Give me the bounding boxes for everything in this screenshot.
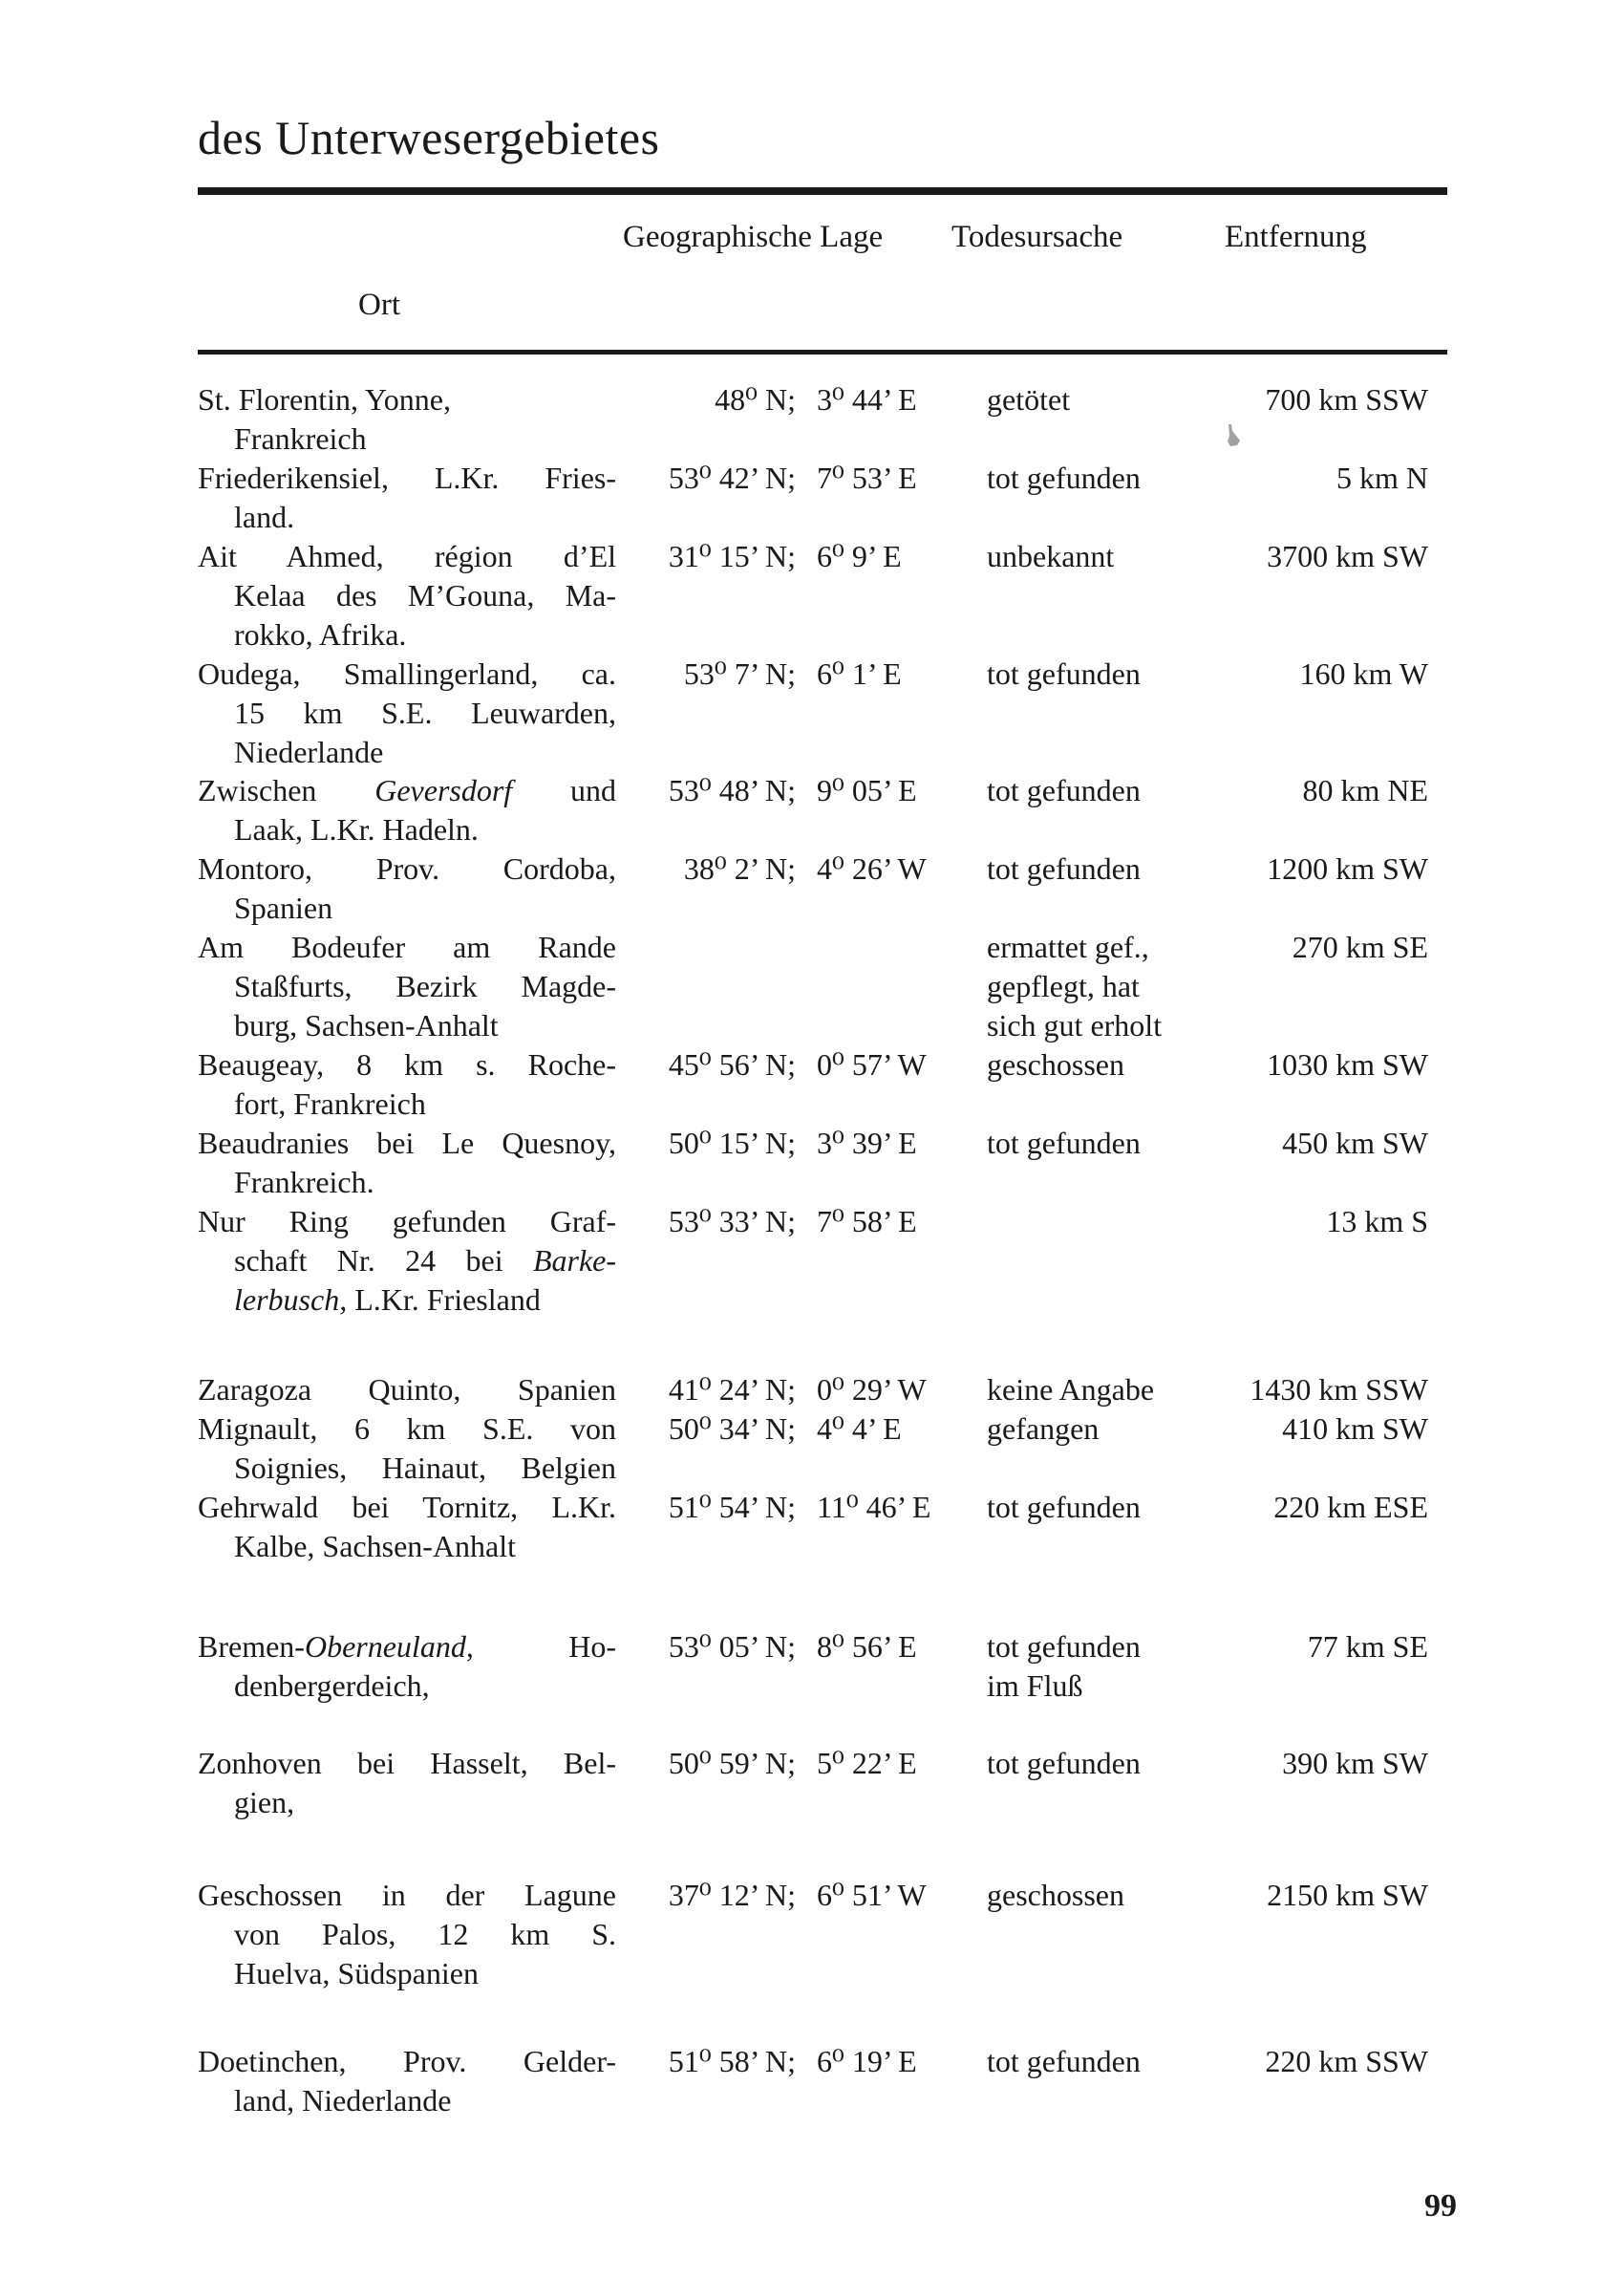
- place-line: denbergerdeich,: [234, 1668, 430, 1703]
- cause-line: geschossen: [987, 1047, 1124, 1082]
- cause-cell: [987, 1744, 1141, 1783]
- place-cell: [198, 2042, 616, 2120]
- place-line: rokko, Afrika.: [234, 617, 407, 652]
- place-line: Spanien: [234, 891, 333, 925]
- place-line: Beaudranies bei Le Quesnoy,: [198, 1126, 616, 1160]
- place-cell: [198, 537, 616, 655]
- latitude-cell: 53⁰ 7’ N;: [683, 656, 796, 691]
- print-speck: [1226, 422, 1243, 449]
- cause-cell: [987, 380, 1070, 419]
- place-cell: [198, 380, 616, 459]
- longitude-cell: 6⁰ 51’ W: [817, 1878, 927, 1912]
- distance-cell: 5 km N: [1336, 461, 1428, 495]
- longitude-cell: 7⁰ 58’ E: [817, 1204, 917, 1238]
- distance-cell: 1430 km SSW: [1250, 1372, 1428, 1407]
- distance-cell: 450 km SW: [1282, 1126, 1428, 1160]
- cause-line: tot gefunden: [987, 1629, 1141, 1664]
- longitude-cell: 4⁰ 4’ E: [817, 1411, 902, 1446]
- cause-line: tot gefunden: [987, 656, 1141, 691]
- place-cell: [198, 928, 616, 1045]
- distance-cell: 1200 km SW: [1267, 851, 1428, 886]
- place-line: burg, Sachsen-Anhalt: [234, 1008, 499, 1043]
- place-line: Laak, L.Kr. Hadeln.: [234, 812, 479, 847]
- cause-line: tot gefunden: [987, 1126, 1141, 1160]
- place-cell: [198, 1124, 616, 1202]
- cause-cell: [987, 1876, 1124, 1915]
- distance-cell: 77 km SE: [1307, 1629, 1428, 1664]
- longitude-cell: 7⁰ 53’ E: [817, 461, 917, 495]
- longitude-cell: 6⁰ 19’ E: [817, 2044, 917, 2078]
- latitude-cell: 38⁰ 2’ N;: [683, 851, 796, 886]
- distance-cell: 13 km S: [1326, 1204, 1428, 1238]
- place-cell: [198, 771, 616, 849]
- longitude-cell: 6⁰ 1’ E: [817, 656, 902, 691]
- cause-line: im Fluß: [987, 1668, 1083, 1703]
- place-line: Am Bodeufer am Rande: [198, 930, 616, 964]
- longitude-cell: 3⁰ 39’ E: [817, 1126, 917, 1160]
- place-line: von Palos, 12 km S.: [234, 1917, 616, 1951]
- longitude-cell: 9⁰ 05’ E: [817, 773, 917, 807]
- place-line: land.: [234, 500, 295, 534]
- cause-line: tot gefunden: [987, 851, 1141, 886]
- distance-cell: 220 km ESE: [1273, 1490, 1428, 1524]
- cause-line: tot gefunden: [987, 1490, 1141, 1524]
- place-line: Zonhoven bei Hasselt, Bel-: [198, 1746, 616, 1780]
- place-line: Niederlande: [234, 735, 384, 769]
- place-line: Staßfurts, Bezirk Magde-: [234, 969, 616, 1003]
- place-line: Kalbe, Sachsen-Anhalt: [234, 1529, 517, 1563]
- longitude-cell: 4⁰ 26’ W: [817, 851, 927, 886]
- longitude-cell: 8⁰ 56’ E: [817, 1629, 917, 1664]
- place-line: land, Niederlande: [234, 2083, 452, 2118]
- place-line: Gehrwald bei Tornitz, L.Kr.: [198, 1490, 616, 1524]
- latitude-cell: 51⁰ 54’ N;: [668, 1490, 796, 1524]
- cause-line: keine Angabe: [987, 1372, 1155, 1407]
- cause-cell: [987, 1124, 1141, 1163]
- place-cell: [198, 1202, 616, 1320]
- cause-line: tot gefunden: [987, 1746, 1141, 1780]
- cause-line: gepflegt, hat: [987, 969, 1140, 1003]
- cause-cell: [987, 1045, 1124, 1085]
- cause-cell: [987, 1370, 1154, 1409]
- place-line: Huelva, Südspanien: [234, 1956, 479, 1990]
- latitude-cell: 53⁰ 05’ N;: [668, 1629, 796, 1664]
- header-ort: Ort: [358, 288, 400, 322]
- place-line: Kelaa des M’Gouna, Ma-: [234, 578, 616, 613]
- distance-cell: 3700 km SW: [1267, 539, 1428, 573]
- distance-cell: 410 km SW: [1282, 1411, 1428, 1446]
- cause-cell: [987, 1409, 1099, 1449]
- cause-cell: [987, 849, 1141, 889]
- distance-cell: 390 km SW: [1282, 1746, 1428, 1780]
- place-cell: [198, 1045, 616, 1124]
- latitude-cell: 53⁰ 42’ N;: [668, 461, 796, 495]
- latitude-cell: 45⁰ 56’ N;: [668, 1047, 796, 1082]
- place-line: Frankreich.: [234, 1165, 374, 1199]
- place-cell: [198, 849, 616, 928]
- cause-cell: [987, 771, 1141, 810]
- cause-cell: [987, 2042, 1141, 2081]
- longitude-cell: 11⁰ 46’ E: [817, 1490, 931, 1524]
- latitude-cell: 50⁰ 34’ N;: [668, 1411, 796, 1446]
- table-header-rule: [198, 350, 1447, 355]
- cause-line: unbekannt: [987, 539, 1115, 573]
- cause-cell: [987, 537, 1114, 576]
- place-cell: [198, 1409, 616, 1488]
- header-rule: [198, 187, 1447, 195]
- latitude-cell: 53⁰ 48’ N;: [668, 773, 796, 807]
- place-line: Beaugeay, 8 km s. Roche-: [198, 1047, 616, 1082]
- cause-line: geschossen: [987, 1878, 1124, 1912]
- distance-cell: 220 km SSW: [1265, 2044, 1428, 2078]
- cause-cell: [987, 1488, 1141, 1527]
- longitude-cell: 5⁰ 22’ E: [817, 1746, 917, 1780]
- cause-line: tot gefunden: [987, 773, 1141, 807]
- longitude-cell: 0⁰ 29’ W: [817, 1372, 927, 1407]
- latitude-cell: 37⁰ 12’ N;: [668, 1878, 796, 1912]
- cause-line: ermattet gef.,: [987, 930, 1149, 964]
- place-line: Ait Ahmed, région d’El: [198, 539, 616, 573]
- cause-line: gefangen: [987, 1411, 1100, 1446]
- place-cell: [198, 655, 616, 772]
- page-title: des Unterwesergebietes: [198, 111, 660, 164]
- place-cell: [198, 459, 616, 537]
- latitude-cell: 51⁰ 58’ N;: [668, 2044, 796, 2078]
- header-todesursache: Todesursache: [951, 220, 1123, 254]
- distance-cell: 700 km SSW: [1265, 382, 1428, 417]
- place-line: Soignies, Hainaut, Belgien: [234, 1451, 616, 1485]
- cause-cell: [987, 459, 1141, 498]
- distance-cell: 2150 km SW: [1267, 1878, 1428, 1912]
- latitude-cell: 48⁰ N;: [715, 382, 796, 417]
- place-cell: [198, 1876, 616, 1993]
- cause-cell: [987, 655, 1141, 694]
- latitude-cell: 53⁰ 33’ N;: [668, 1204, 796, 1238]
- cause-cell: [987, 928, 1162, 1045]
- distance-cell: 80 km NE: [1302, 773, 1428, 807]
- longitude-cell: 3⁰ 44’ E: [817, 382, 917, 417]
- cause-line: tot gefunden: [987, 2044, 1141, 2078]
- place-cell: [198, 1488, 616, 1566]
- latitude-cell: 50⁰ 59’ N;: [668, 1746, 796, 1780]
- cause-line: tot gefunden: [987, 461, 1141, 495]
- place-line: 15 km S.E. Leuwarden,: [234, 696, 616, 730]
- place-line: Mignault, 6 km S.E. von: [198, 1411, 616, 1446]
- place-line: Nur Ring gefunden Graf-: [198, 1204, 616, 1238]
- place-line: Montoro, Prov. Cordoba,: [198, 851, 616, 886]
- place-line: Bremen-Oberneuland, Ho-: [198, 1629, 616, 1664]
- place-cell: [198, 1627, 616, 1706]
- place-line: Frankreich: [234, 421, 367, 456]
- distance-cell: 1030 km SW: [1267, 1047, 1428, 1082]
- place-cell: [198, 1744, 616, 1822]
- place-line: St. Florentin, Yonne,: [198, 382, 451, 417]
- longitude-cell: 0⁰ 57’ W: [817, 1047, 927, 1082]
- cause-line: getötet: [987, 382, 1071, 417]
- place-cell: [198, 1370, 616, 1409]
- latitude-cell: 41⁰ 24’ N;: [668, 1372, 796, 1407]
- place-line: gien,: [234, 1785, 295, 1819]
- latitude-cell: 31⁰ 15’ N;: [668, 539, 796, 573]
- cause-cell: [987, 1627, 1141, 1706]
- latitude-cell: 50⁰ 15’ N;: [668, 1126, 796, 1160]
- page-number: 99: [1424, 2188, 1457, 2224]
- place-line: Friederikensiel, L.Kr. Fries-: [198, 461, 616, 495]
- place-line: Zaragoza Quinto, Spanien: [198, 1372, 616, 1407]
- place-line: schaft Nr. 24 bei Barke-: [234, 1243, 616, 1278]
- cause-line: sich gut erholt: [987, 1008, 1163, 1043]
- longitude-cell: 6⁰ 9’ E: [817, 539, 902, 573]
- place-line: fort, Frankreich: [234, 1086, 426, 1121]
- place-line: Doetinchen, Prov. Gelder-: [198, 2044, 616, 2078]
- distance-cell: 270 km SE: [1292, 930, 1428, 964]
- place-line: Geschossen in der Lagune: [198, 1878, 616, 1912]
- place-line: Zwischen Geversdorf und: [198, 773, 616, 807]
- header-entfernung: Entfernung: [1225, 220, 1367, 254]
- place-line: lerbusch, L.Kr. Friesland: [234, 1282, 541, 1317]
- place-line: Oudega, Smallingerland, ca.: [198, 656, 616, 691]
- header-geographische-lage: Geographische Lage: [623, 220, 884, 254]
- distance-cell: 160 km W: [1299, 656, 1428, 691]
